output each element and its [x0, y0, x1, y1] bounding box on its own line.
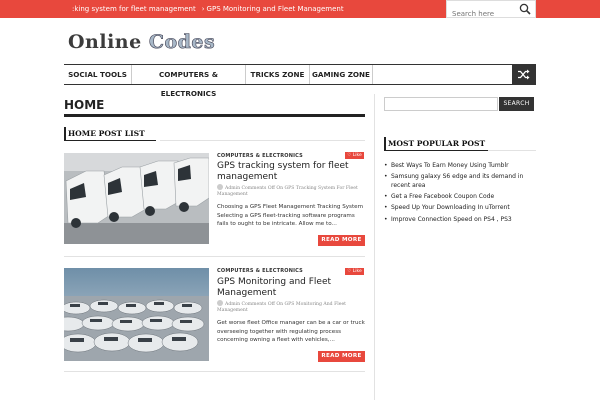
post-category[interactable]: COMPUTERS & ELECTRONICS	[217, 153, 303, 159]
post-meta-text: Admin Comments Off On GPS Monitoring And Fleet Management	[217, 302, 347, 313]
list-item[interactable]	[384, 193, 536, 201]
random-post-button[interactable]	[512, 65, 536, 84]
popular-posts-list	[384, 162, 536, 227]
section-heading-tab	[384, 137, 490, 151]
post-title[interactable]: GPS tracking system for fleet management	[217, 161, 349, 182]
post-excerpt: Get worse fleet Office manager can be a car or truck overseeing together with regulating process concerning owning a fleet with vehicles,...	[217, 320, 365, 344]
post-divider	[64, 371, 365, 372]
author-avatar	[217, 300, 223, 306]
nav-item-tricks-zone[interactable]: TRICKS ZONE	[246, 65, 310, 84]
section-heading-home-post-list	[64, 127, 164, 141]
main-nav	[64, 64, 536, 98]
section-heading-text: MOST POPULAR POST	[388, 139, 486, 148]
popular-post-link[interactable]: Speed Up Your Downloading In uTorrent	[391, 204, 510, 212]
post-title[interactable]: GPS Monitoring and Fleet Management	[217, 277, 332, 298]
post-divider	[64, 256, 365, 257]
popular-post-link[interactable]: Samsung galaxy S6 edge and its demand in recent area	[391, 173, 524, 189]
nav-item-computers-electronics[interactable]: COMPUTERS & ELECTRONICS	[132, 65, 246, 84]
bullet-icon: •	[384, 173, 388, 181]
post-category[interactable]: COMPUTERS & ELECTRONICS	[217, 268, 303, 274]
sidebar-divider	[374, 94, 375, 400]
read-more-button[interactable]: READ MORE	[318, 351, 365, 362]
sidebar-search-button[interactable]: SEARCH	[499, 97, 534, 111]
title-divider	[64, 114, 365, 117]
news-ticker	[72, 0, 350, 18]
author-avatar	[217, 184, 223, 190]
section-heading-tab	[64, 127, 156, 141]
bullet-icon: •	[384, 162, 388, 169]
page-title: HOME	[64, 98, 105, 112]
logo-text-online: Online	[68, 31, 142, 53]
vans-image	[64, 153, 209, 244]
ticker-arrow-icon: ›	[201, 5, 205, 13]
post-meta	[217, 300, 367, 314]
post-excerpt: Choosing a GPS Fleet Management Tracking System Selecting a GPS fleet-tracking software programs fails to ought to be intricate. Allow me to...	[217, 204, 364, 228]
ticker-item[interactable]: GPS Monitoring and Fleet Management	[206, 5, 344, 13]
search-icon[interactable]	[519, 3, 531, 15]
bullet-icon: •	[384, 215, 388, 223]
popular-post-link[interactable]: Best Ways To Earn Money Using Tumblr	[391, 162, 509, 169]
bullet-icon: •	[384, 204, 388, 212]
list-item[interactable]	[384, 216, 536, 224]
popular-post-link[interactable]: Get a Free Facebook Coupon Code	[391, 192, 495, 200]
like-button[interactable]: ♡ Like	[345, 268, 364, 275]
like-button[interactable]: ♡ Like	[345, 152, 364, 159]
section-underline	[488, 150, 536, 151]
post-meta	[217, 184, 367, 198]
ticker-item[interactable]: :king system for fleet management	[72, 5, 196, 13]
nav-item-social-tools[interactable]: SOCIAL TOOLS	[64, 65, 132, 84]
site-logo[interactable]	[68, 30, 215, 54]
list-item[interactable]	[384, 173, 536, 189]
top-search-input[interactable]	[447, 6, 511, 22]
list-item[interactable]	[384, 204, 536, 212]
post-meta-text: Admin Comments Off On GPS Tracking System For Fleet Management	[217, 186, 358, 197]
section-heading-most-popular	[384, 137, 494, 151]
section-underline	[160, 140, 365, 141]
bullet-icon: •	[384, 192, 388, 200]
cars-image	[64, 268, 209, 361]
read-more-button[interactable]: READ MORE	[318, 235, 365, 246]
post-thumbnail-vans[interactable]	[64, 153, 209, 244]
popular-post-link[interactable]: Improve Connection Speed on PS4 , PS3	[391, 215, 512, 223]
top-search-box	[446, 0, 536, 18]
post-thumbnail-cars[interactable]	[64, 268, 209, 361]
sidebar-search-input[interactable]	[384, 97, 498, 111]
list-item[interactable]	[384, 162, 536, 170]
shuffle-icon	[518, 69, 530, 80]
nav-item-gaming-zone[interactable]: GAMING ZONE	[310, 65, 373, 84]
section-heading-text: HOME POST LIST	[68, 129, 145, 138]
logo-text-codes: Codes	[148, 31, 216, 53]
